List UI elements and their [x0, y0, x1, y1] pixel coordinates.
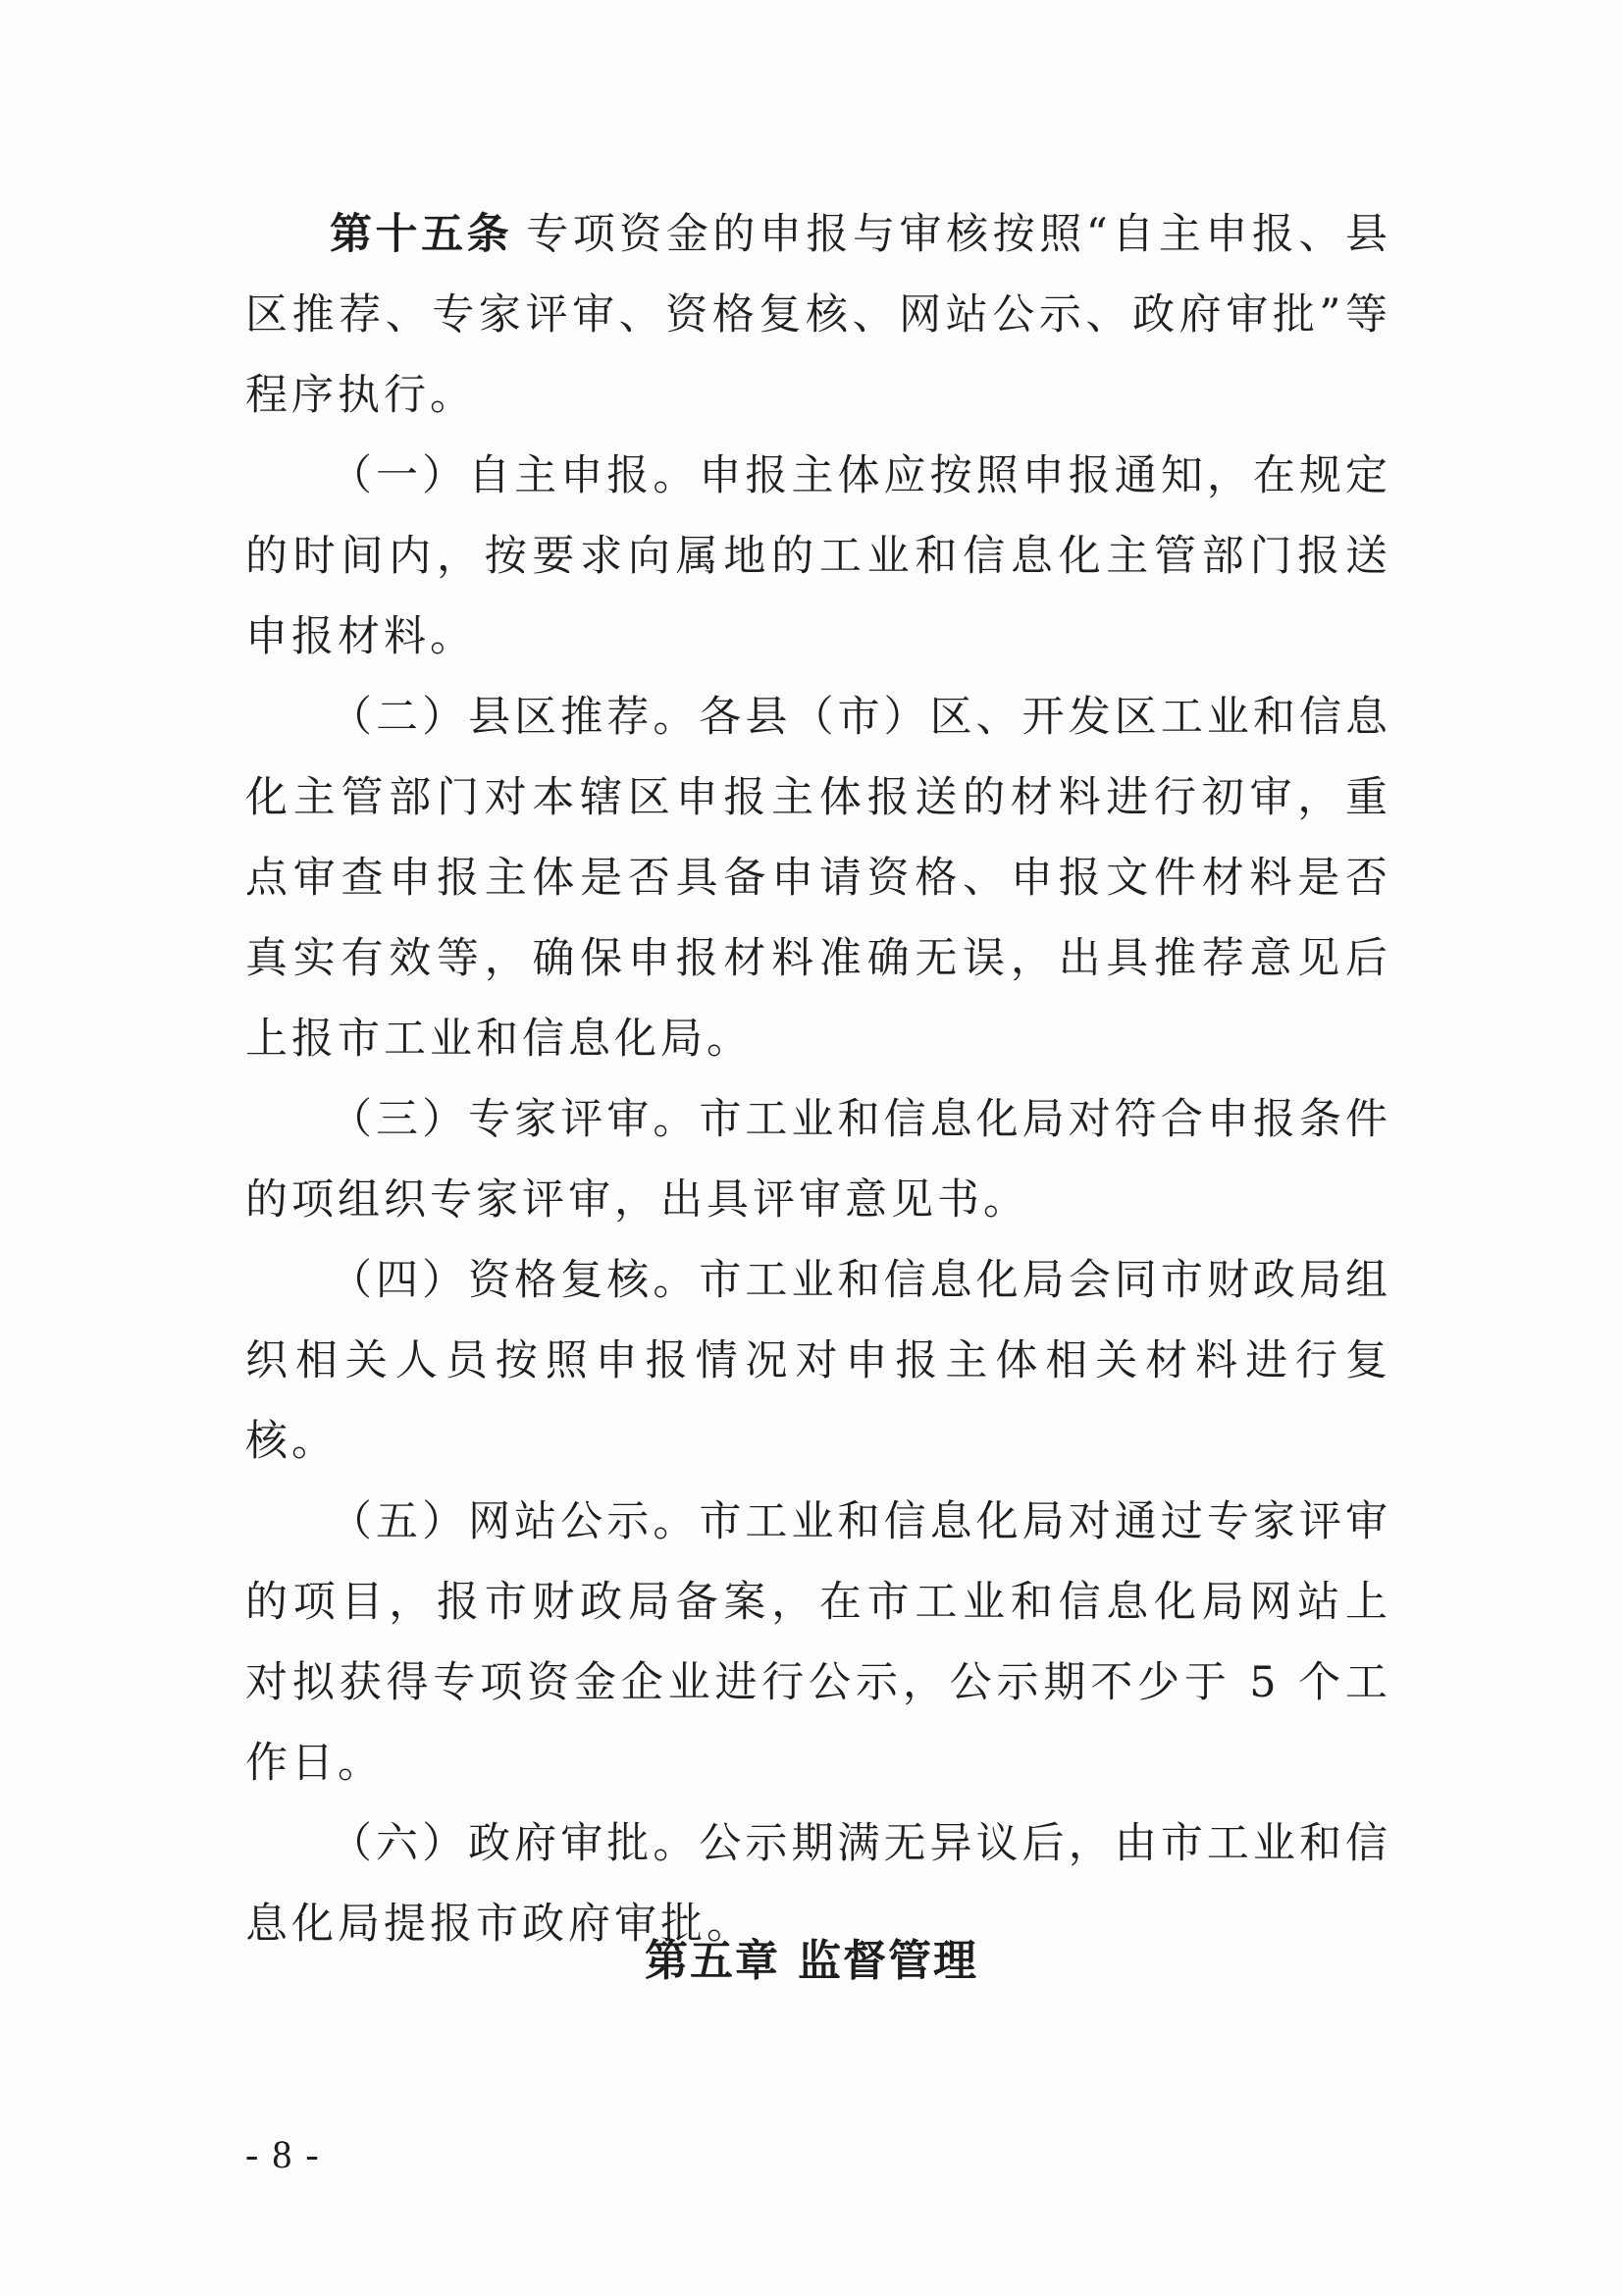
- article-label: 第十五条: [330, 210, 513, 259]
- body-text: [245, 194, 1391, 1964]
- article-text: 专项资金的申报与审核按照“自主申报、县区推荐、专家评审、资格复核、网站公示、政府审批”等程序执行。: [245, 210, 1392, 420]
- page-number: - 8 -: [245, 2132, 321, 2176]
- chapter-heading: [0, 1925, 1623, 1988]
- item-paragraph-1: （一）自主申报。申报主体应按照申报通知，在规定的时间内，按要求向属地的工业和信息化主管部门报送申报材料。: [245, 451, 1391, 661]
- item-paragraph-2: （二）县区推荐。各县（市）区、开发区工业和信息化主管部门对本辖区申报主体报送的材料进行初审，重点审查申报主体是否具备申请资格、申报文件材料是否真实有效等，确保申报材料准确无误，出具推荐意见后上报市工业和信息化局。: [245, 693, 1391, 1064]
- item-paragraph-3: （三）专家评审。市工业和信息化局对符合申报条件的项组织专家评审，出具评审意见书。: [245, 1095, 1391, 1225]
- chapter-number: 第五章: [645, 1936, 780, 1986]
- item-paragraph-5: （五）网站公示。市工业和信息化局对通过专家评审的项目，报市财政局备案，在市工业和信息化局网站上对拟获得专项资金企业进行公示，公示期不少于 5 个工作日。: [245, 1497, 1391, 1788]
- item-paragraph-6: （六）政府审批。公示期满无异议后，由市工业和信息化局提报市政府审批。: [245, 1819, 1391, 1949]
- item-paragraph-4: （四）资格复核。市工业和信息化局会同市财政局组织相关人员按照申报情况对申报主体相关材料进行复核。: [245, 1256, 1391, 1466]
- article-paragraph: [245, 194, 1391, 436]
- chapter-title: 监督管理: [798, 1936, 978, 1986]
